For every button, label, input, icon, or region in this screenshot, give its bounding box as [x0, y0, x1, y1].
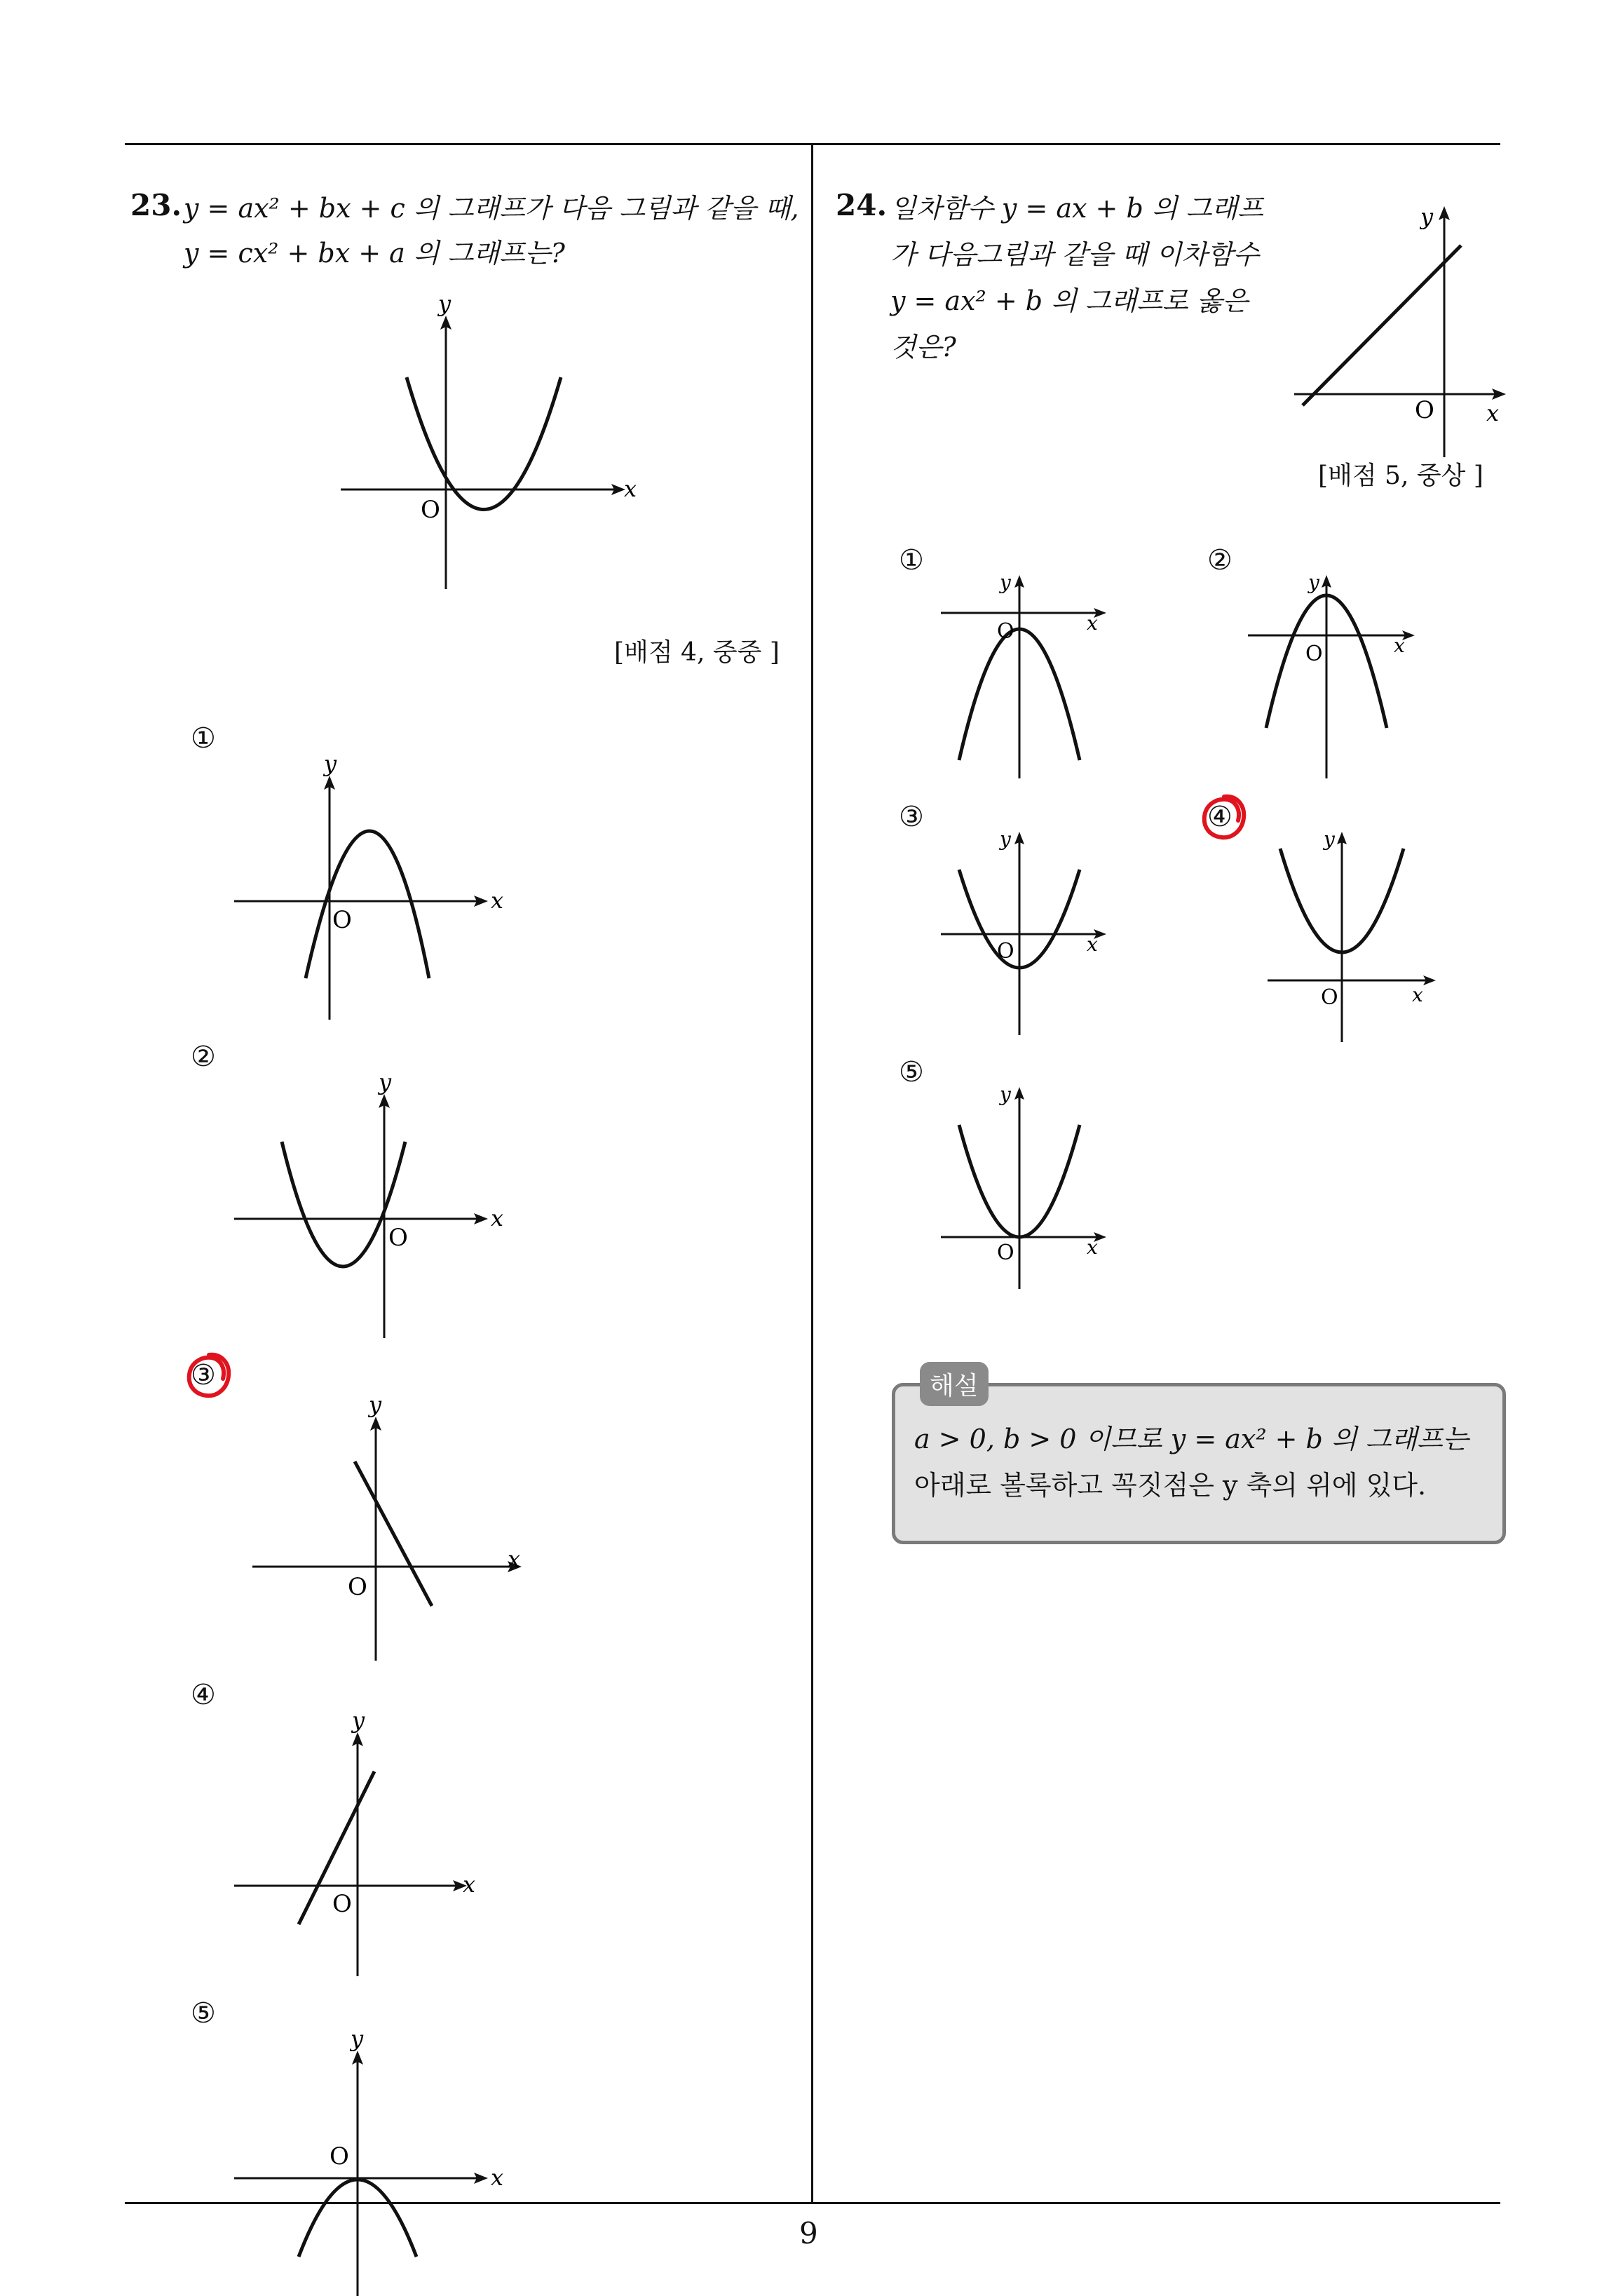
q23-choice-5-label[interactable]: ⑤	[191, 1997, 216, 2030]
q24-choice-5-label[interactable]: ⑤	[899, 1056, 924, 1088]
q23-score: [배점 4, 중중 ]	[614, 638, 780, 667]
q23-choice-2-graph[interactable]	[231, 1069, 519, 1349]
svg-text:O: O	[1415, 396, 1434, 424]
q24-choice-4-graph[interactable]	[1262, 825, 1458, 1049]
svg-text:O: O	[997, 619, 1014, 644]
q24-text-line2: 가 다음그림과 같을 때 이차함수	[890, 239, 1259, 270]
svg-text:O: O	[332, 906, 352, 934]
q24-choice-2-graph[interactable]	[1241, 568, 1437, 778]
y-axis-label: y	[438, 290, 451, 317]
svg-text:y: y	[1000, 828, 1011, 851]
svg-text:y: y	[1000, 571, 1011, 594]
q23-choice-2-label[interactable]: ②	[191, 1041, 216, 1073]
q23-choice-1-graph[interactable]	[231, 750, 519, 1031]
x-axis-label: x	[624, 475, 637, 502]
svg-text:O: O	[1321, 985, 1338, 1010]
svg-text:O: O	[348, 1573, 367, 1601]
svg-text:x: x	[508, 1546, 521, 1572]
svg-text:y: y	[1324, 828, 1335, 851]
q23-answer-mark-icon	[181, 1348, 237, 1404]
svg-text:y: y	[351, 2025, 364, 2052]
origin-label: O	[421, 496, 440, 524]
svg-text:y: y	[324, 750, 337, 777]
page-number: 9	[799, 2216, 818, 2250]
svg-text:x: x	[463, 1871, 476, 1898]
svg-text:x: x	[1087, 1236, 1098, 1259]
q23-choice-5-graph[interactable]	[231, 2025, 519, 2296]
solution-line2: 아래로 볼록하고 꼭짓점은 y 축의 위에 있다.	[914, 1470, 1427, 1501]
q24-number: 24.	[836, 188, 888, 222]
q23-choice-4-graph[interactable]	[231, 1707, 519, 1987]
svg-text:O: O	[388, 1224, 408, 1252]
q24-choice-5-graph[interactable]	[932, 1080, 1129, 1290]
q24-choice-1-label[interactable]: ①	[899, 544, 924, 576]
q23-number: 23.	[130, 188, 182, 222]
q24-text-line3: y = ax² + b 의 그래프로 옳은	[890, 285, 1249, 316]
q24-choice-1-graph[interactable]	[932, 568, 1129, 778]
q23-choice-3-graph[interactable]	[250, 1391, 537, 1672]
svg-text:O: O	[330, 2142, 349, 2170]
svg-text:x: x	[1412, 983, 1423, 1006]
solution-line1: a > 0, b > 0 이므로 y = ax² + b 의 그래프는	[914, 1424, 1469, 1454]
svg-text:x: x	[1087, 933, 1098, 956]
q23-main-graph	[337, 288, 652, 596]
q24-choice-3-label[interactable]: ③	[899, 801, 924, 833]
q23-choice-1-label[interactable]: ①	[191, 722, 216, 755]
svg-text:O: O	[997, 939, 1014, 964]
q23-choice-4-label[interactable]: ④	[191, 1679, 216, 1711]
svg-text:x: x	[1394, 634, 1405, 657]
svg-text:x: x	[491, 887, 504, 914]
q24-choice-2-label[interactable]: ②	[1207, 544, 1232, 576]
svg-text:x: x	[1486, 400, 1500, 426]
solution-tag: 해설	[920, 1362, 989, 1406]
svg-text:y: y	[379, 1069, 392, 1095]
column-divider	[811, 144, 813, 2203]
q23-text-line1: y = ax² + bx + c 의 그래프가 다음 그림과 같을 때,	[184, 193, 799, 224]
svg-text:x: x	[1087, 612, 1098, 635]
q24-choice-4-label[interactable]: ④	[1207, 801, 1232, 833]
svg-text:y: y	[352, 1707, 365, 1734]
q24-answer-mark-icon	[1196, 790, 1252, 846]
svg-text:x: x	[491, 1205, 504, 1231]
svg-text:O: O	[332, 1890, 352, 1918]
svg-text:y: y	[1308, 571, 1319, 594]
q23-choice-3-label[interactable]: ③	[191, 1359, 216, 1391]
svg-text:O: O	[997, 1241, 1014, 1265]
q24-text-line1: 일차함수 y = ax + b 의 그래프	[890, 193, 1263, 224]
q24-choice-3-graph[interactable]	[932, 825, 1129, 1035]
svg-text:O: O	[1305, 642, 1323, 666]
q24-score: [배점 5, 중상 ]	[1318, 461, 1483, 490]
svg-text:y: y	[1420, 203, 1434, 230]
q24-main-graph	[1290, 196, 1514, 463]
svg-text:y: y	[369, 1391, 382, 1418]
svg-text:y: y	[1000, 1083, 1011, 1106]
svg-text:x: x	[491, 2164, 504, 2191]
q24-text-line4: 것은?	[890, 332, 956, 363]
q23-text-line2: y = cx² + bx + a 의 그래프는?	[184, 238, 565, 269]
